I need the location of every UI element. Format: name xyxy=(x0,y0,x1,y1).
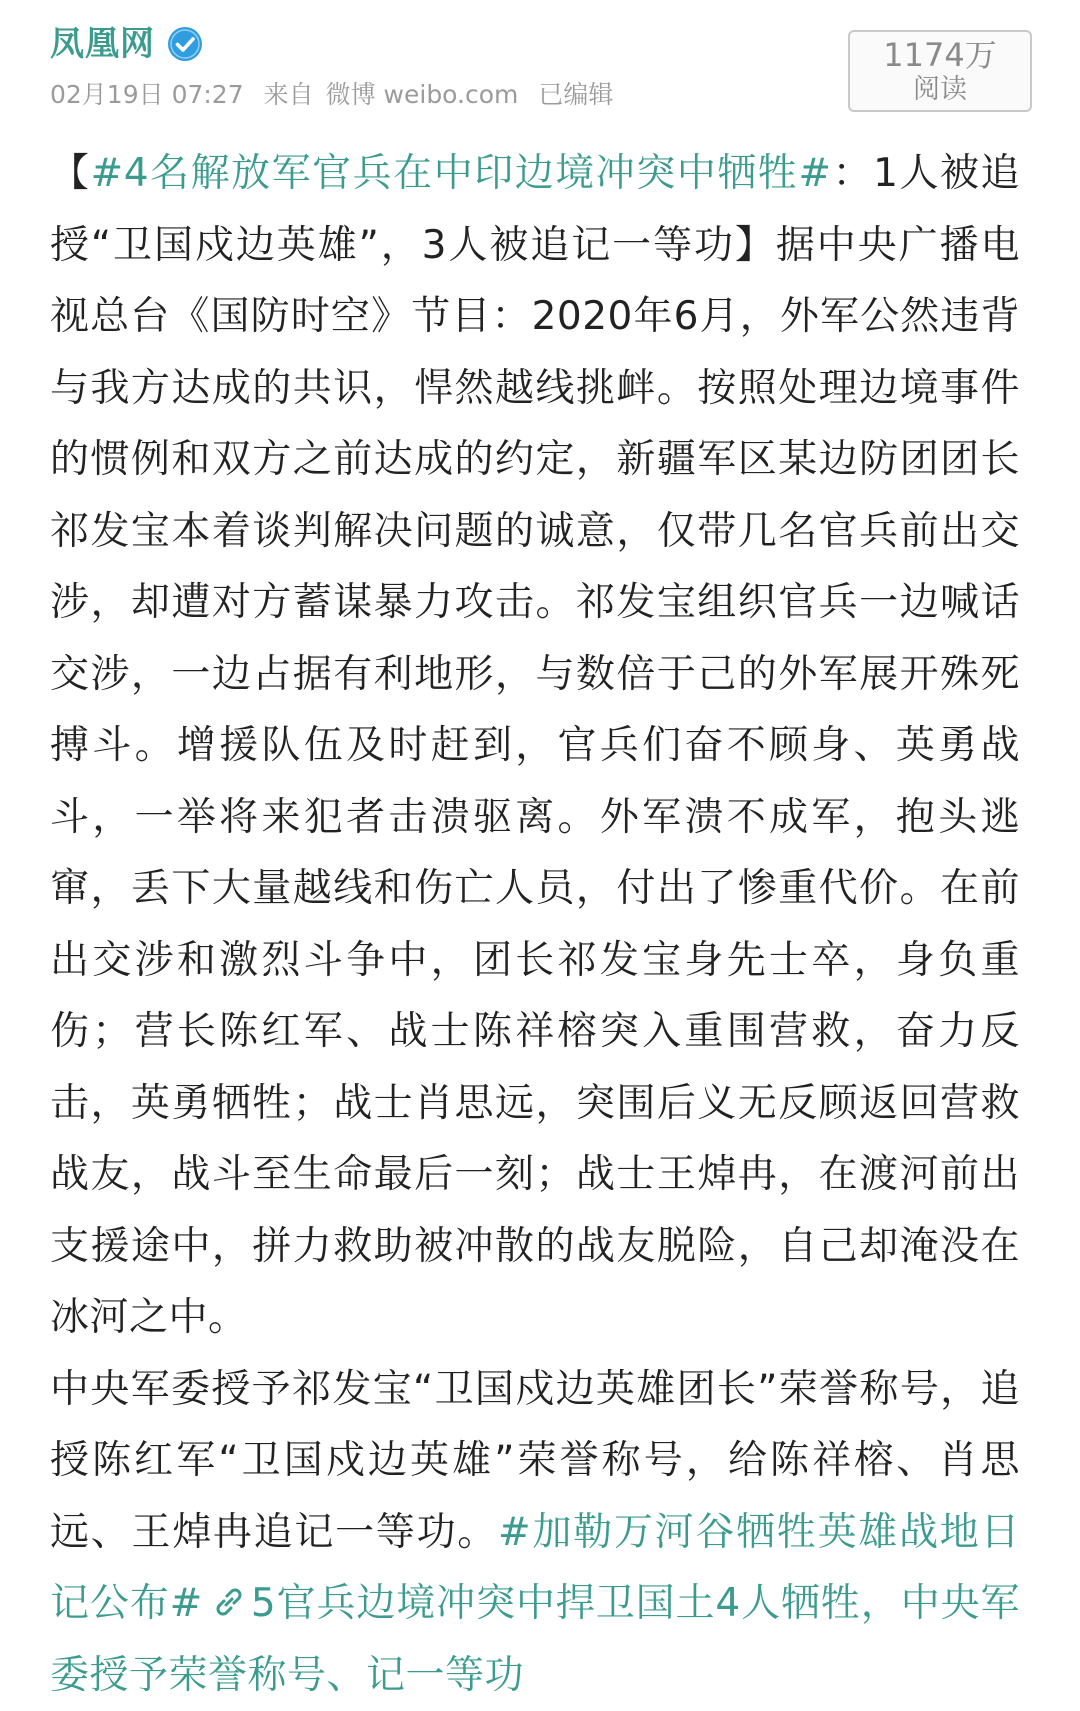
read-count: 1174万 xyxy=(850,36,1030,74)
read-label: 阅读 xyxy=(850,74,1030,106)
post-paragraph-2 xyxy=(50,1354,1020,1711)
author-row xyxy=(50,22,203,66)
bracket-open: 【 xyxy=(50,151,91,196)
post-time: 02月19日 07:27 xyxy=(50,80,244,109)
post-meta xyxy=(50,78,625,112)
article-link[interactable]: 5官兵边境冲突中捍卫国土4人牺牲，中央军委授予荣誉称号、记一等功 xyxy=(50,1581,1020,1698)
author-name[interactable]: 凤凰网 xyxy=(50,22,155,66)
paragraph-1-text: ：1人被追授“卫国戍边英雄”，3人被追记一等功】据中央广播电视总台《国防时空》节目：2020年6月，外军公然违背与我方达成的共识，悍然越线挑衅。按照处理边境事件的惯例和双方之前达成的约定，新疆军区某边防团团长祁发宝本着谈判解决问题的诚意，仅带几名官兵前出交涉，却遭对方蓄谋暴力攻击。祁发宝组织官兵一边喊话交涉，一边占据有利地形，与数倍于己的外军展开殊死搏斗。增援队伍及时赶到，官兵们奋不顾身、英勇战斗，一举将来犯者击溃驱离。外军溃不成军，抱头逃窜，丢下大量越线和伤亡人员，付出了惨重代价。在前出交涉和激烈斗争中，团长祁发宝身先士卒，身负重伤；营长陈红军、战士陈祥榕突入重围营救，奋力反击，英勇牺牲；战士肖思远，突围后义无反顾返回营救战友，战斗至生命最后一刻；战士王焯冉，在渡河前出支援途中，拼力救助被冲散的战友脱险，自己却淹没在冰河之中。 xyxy=(50,151,1020,1340)
post-source[interactable]: 微博 weibo.com xyxy=(326,80,519,109)
hashtag-border-clash[interactable]: #4名解放军官兵在中印边境冲突中牺牲# xyxy=(91,151,832,196)
post-paragraph-1 xyxy=(50,138,1020,1354)
link-icon xyxy=(209,1582,249,1622)
read-count-badge xyxy=(848,30,1032,112)
edited-label: 已编辑 xyxy=(538,80,613,109)
post-body xyxy=(50,138,1020,1711)
verified-badge-icon xyxy=(167,26,203,62)
paragraph-2-text: 中央军委授予祁发宝“卫国戍边英雄团长”荣誉称号，追授陈红军“卫国戍边英雄”荣誉称号，给陈祥榕、肖思远、王焯冉追记一等功。 xyxy=(50,1367,1020,1555)
hashtag-galwan-diary[interactable]: #加勒万河谷牺牲英雄战地日记公布# xyxy=(50,1510,1020,1627)
from-label: 来自 xyxy=(264,80,314,109)
post-header xyxy=(0,0,1080,120)
